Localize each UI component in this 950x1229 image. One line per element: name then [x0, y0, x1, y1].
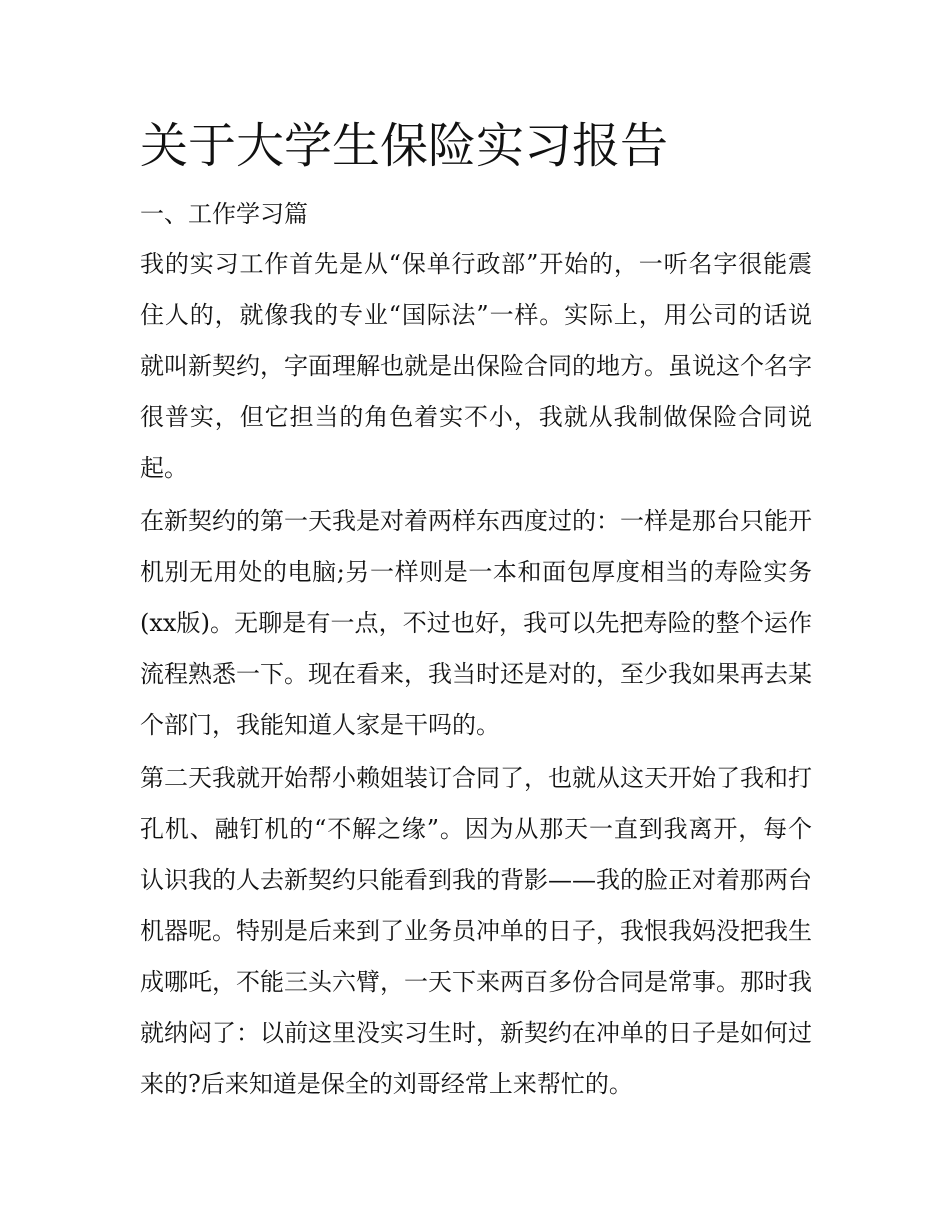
document-content — [140, 114, 812, 1110]
paragraph-1: 我的实习工作首先是从“保单行政部”开始的，一听名字很能震住人的，就像我的专业“国际法”一样。实际上，用公司的话说就叫新契约，字面理解也就是出保险合同的地方。虽说这个名字很普实，但它担当的角色着实不小，我就从我制做保险合同说起。 — [140, 250, 812, 482]
paragraph-2: 在新契约的第一天我是对着两样东西度过的：一样是那台只能开机别无用处的电脑;另一样则是一本和面包厚度相当的寿险实务(xx版)。无聊是有一点，不过也好，我可以先把寿险的整个运作流程熟悉一下。现在看来，我当时还是对的，至少我如果再去某个部门，我能知道人家是干吗的。 — [140, 507, 812, 739]
section-heading: 一、工作学习篇 — [140, 200, 308, 228]
document-title: 关于大学生保险实习报告 — [140, 118, 669, 174]
paragraph-3: 第二天我就开始帮小赖姐装订合同了，也就从这天开始了我和打孔机、融钉机的“不解之缘”。因为从那天一直到我离开，每个认识我的人去新契约只能看到我的背影——我的脸正对着那两台机器呢。特别是后来到了业务员冲单的日子，我恨我妈没把我生成哪吒，不能三头六臂，一天下来两百多份合同是常事。那时我就纳闷了：以前这里没实习生时，新契约在冲单的日子是如何过来的?后来知道是保全的刘哥经常上来帮忙的。 — [140, 764, 812, 1098]
